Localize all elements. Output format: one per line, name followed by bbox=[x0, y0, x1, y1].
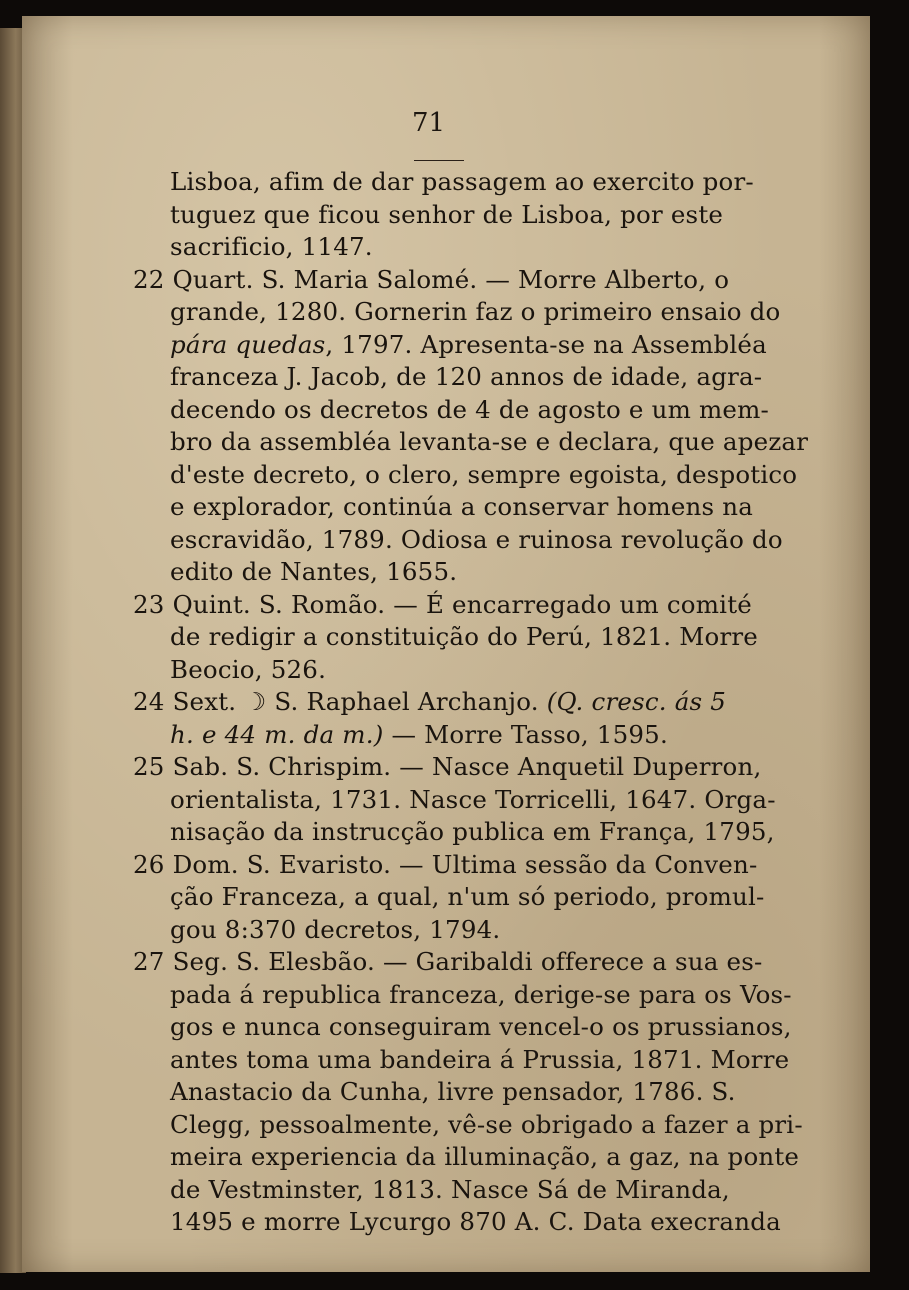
entry-line-25 bbox=[133, 751, 770, 784]
text-line: tuguez que ficou senhor de Lisboa, por este bbox=[170, 199, 724, 229]
moon-phase-note: (Q. cresc. ás 5 bbox=[546, 687, 727, 716]
text-line: Lisboa, afim de dar passagem ao exercito por- bbox=[170, 167, 754, 196]
entry-text: 25 Sab. S. Chrispim. — Nasce Anquetil Duperron, bbox=[133, 752, 762, 781]
text-line: escravidão, 1789. Odiosa e ruinosa revolução do bbox=[170, 524, 783, 554]
entry-text: 22 Quart. S. Maria Salomé. — Morre Alberto, o bbox=[133, 264, 730, 294]
text-line: Anastacio da Cunha, livre pensador, 1786. S. bbox=[170, 1077, 736, 1106]
text-line: edito de Nantes, 1655. bbox=[170, 557, 458, 586]
body-text bbox=[133, 166, 809, 1239]
text-line: bro da assembléa levanta-se e declara, que apezar bbox=[170, 427, 809, 456]
text-line: Clegg, pessoalmente, vê-se obrigado a fazer a pri- bbox=[170, 1109, 803, 1139]
entry-text: 23 Quint. S. Romão. — É encarregado um comité bbox=[133, 589, 752, 619]
header-rule bbox=[414, 160, 464, 161]
entry-text: 27 Seg. S. Elesbão. — Garibaldi offerece a sua es- bbox=[133, 947, 763, 976]
entry-text: 24 Sext. ☽ S. Raphael Archanjo. bbox=[133, 687, 547, 716]
text-line: orientalista, 1731. Nasce Torricelli, 1647. Orga- bbox=[170, 784, 776, 814]
text-line: 1495 e morre Lycurgo 870 A. C. Data execranda bbox=[170, 1207, 781, 1236]
text-line: grande, 1280. Gornerin faz o primeiro ensaio do bbox=[170, 297, 781, 326]
entry-line-22 bbox=[133, 264, 770, 297]
text-line: meira experiencia da illuminação, a gaz, na ponte bbox=[170, 1142, 800, 1171]
text-line: antes toma uma bandeira á Prussia, 1871. Morre bbox=[170, 1044, 790, 1074]
text-line: ção Franceza, a qual, n'um só periodo, promul- bbox=[170, 882, 765, 911]
text-line: e explorador, continúa a conservar homens na bbox=[170, 492, 754, 521]
page-number: 71 bbox=[412, 108, 446, 138]
text-line: nisação da instrucção publica em França, 1795, bbox=[170, 817, 775, 846]
text-line: Beocio, 526. bbox=[170, 654, 327, 684]
text-line: de Vestminster, 1813. Nasce Sá de Miranda, bbox=[170, 1174, 730, 1204]
text-line: pada á republica franceza, derige-se para os Vos- bbox=[170, 979, 792, 1009]
text-line: gou 8:370 decretos, 1794. bbox=[170, 914, 501, 944]
text-segment: — Morre Tasso, 1595. bbox=[383, 719, 668, 749]
entry-line-23 bbox=[133, 589, 770, 622]
entry-text: 26 Dom. S. Evaristo. — Ultima sessão da Conven- bbox=[133, 849, 758, 879]
text-line bbox=[170, 329, 770, 362]
text-line bbox=[170, 719, 770, 752]
entry-line-27 bbox=[133, 946, 770, 979]
entry-line-26 bbox=[133, 849, 770, 882]
entry-line-24 bbox=[133, 686, 770, 719]
text-line: de redigir a constituição do Perú, 1821. Morre bbox=[170, 622, 759, 651]
text-line: decendo os decretos de 4 de agosto e um mem- bbox=[170, 394, 770, 424]
text-line: d'este decreto, o clero, sempre egoista, despotico bbox=[170, 459, 798, 489]
text-line: sacrificio, 1147. bbox=[170, 232, 373, 261]
text-segment: , 1797. Apresenta-se na Assembléa bbox=[325, 329, 767, 359]
text-line: franceza J. Jacob, de 120 annos de idade, agra- bbox=[170, 362, 763, 391]
moon-phase-note: h. e 44 m. da m.) bbox=[170, 719, 384, 749]
text-line: gos e nunca conseguiram vencel-o os prussianos, bbox=[170, 1012, 792, 1041]
italic-phrase: pára quedas bbox=[170, 329, 326, 359]
